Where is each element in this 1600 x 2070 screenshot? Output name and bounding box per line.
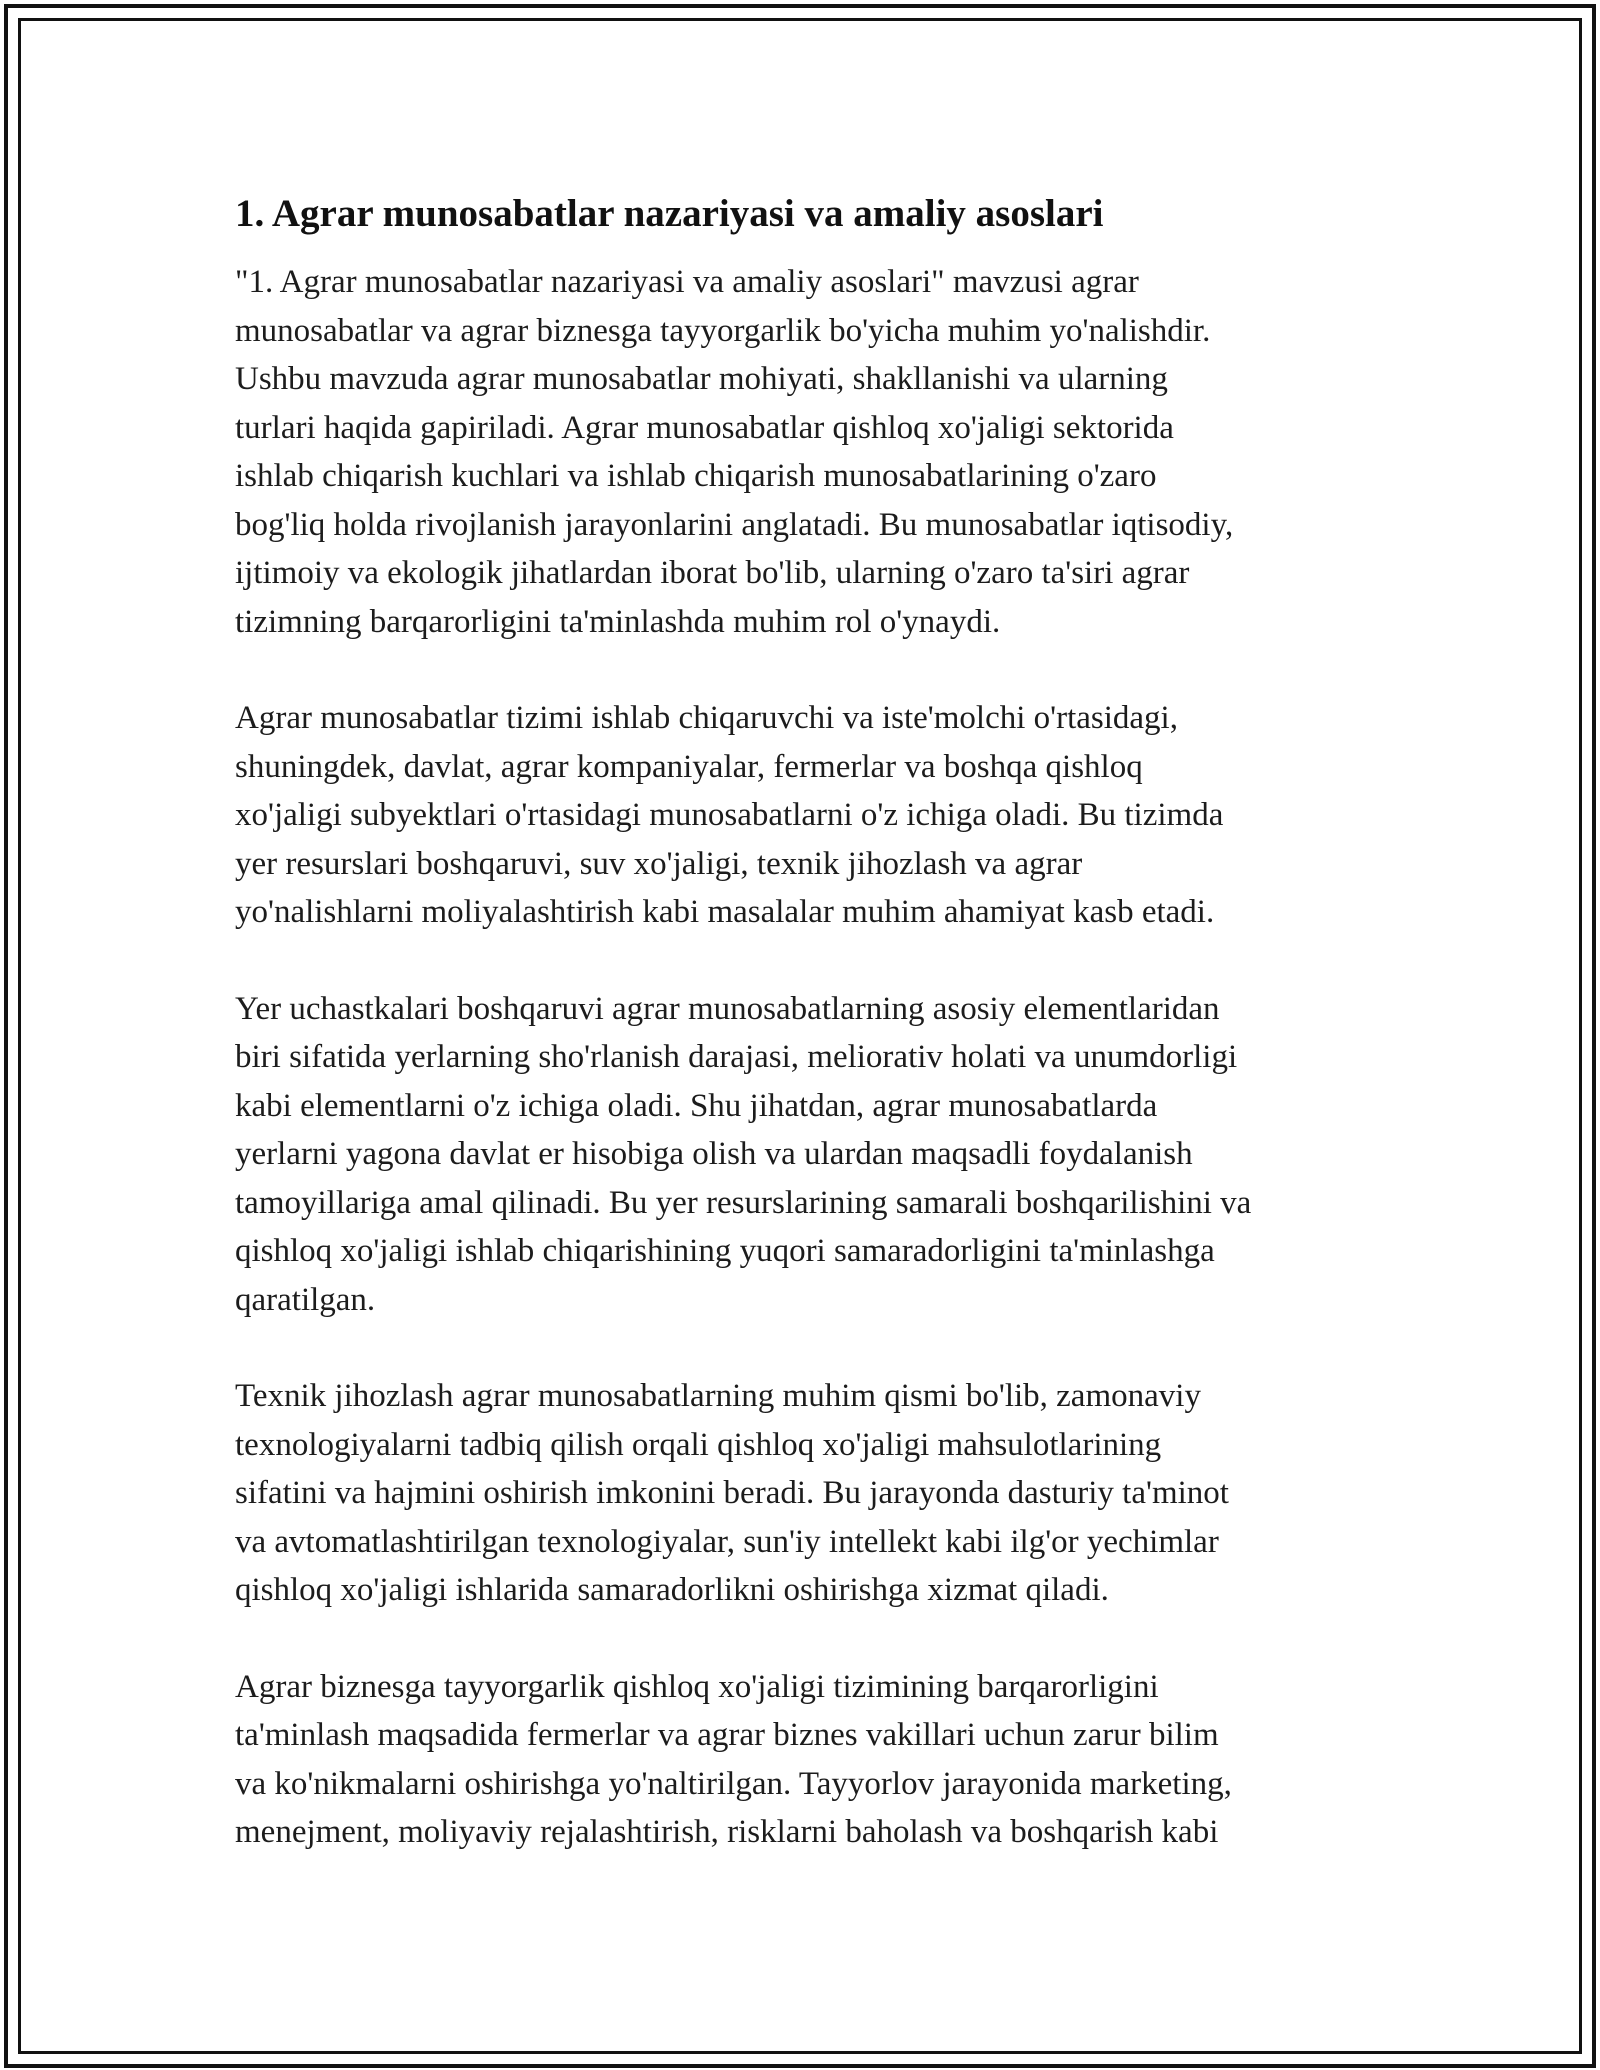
text-line: qaratilgan. — [235, 1281, 376, 1318]
paragraph-1 — [235, 258, 1375, 646]
text-line: ishlab chiqarish kuchlari va ishlab chiqarish munosabatlarining o'zaro — [235, 458, 1157, 494]
text-line: xo'jaligi subyektlari o'rtasidagi munosabatlarni o'z ichiga oladi. Bu tizimda — [235, 797, 1224, 833]
text-line: menejment, moliyaviy rejalashtirish, risklarni baholash va boshqarish kabi — [235, 1814, 1219, 1850]
text-line: Yer uchastkalari boshqaruvi agrar munosabatlarning asosiy elementlaridan — [235, 990, 1220, 1027]
text-line: turlari haqida gapiriladi. Agrar munosabatlar qishloq xo'jaligi sektorida — [235, 409, 1174, 446]
text-line: yo'nalishlarni moliyalashtirish kabi masalalar muhim ahamiyat kasb etadi. — [235, 894, 1215, 930]
text-line: Ushbu mavzuda agrar munosabatlar mohiyati, shakllanishi va ularning — [235, 361, 1168, 397]
text-line: yerlarni yagona davlat er hisobiga olish va ulardan maqsadli foydalanish — [235, 1136, 1193, 1172]
text-line: ta'minlash maqsadida fermerlar va agrar biznes vakillari uchun zarur bilim — [235, 1717, 1219, 1753]
text-line: "1. Agrar munosabatlar nazariyasi va amaliy asoslari" mavzusi agrar — [235, 264, 1139, 300]
text-line: qishloq xo'jaligi ishlab chiqarishining yuqori samaradorligini ta'minlashga — [235, 1233, 1215, 1269]
document-body — [235, 188, 1375, 1905]
text-line: texnologiyalarni tadbiq qilish orqali qishloq xo'jaligi mahsulotlarining — [235, 1426, 1162, 1463]
text-line: sifatini va hajmini oshirish imkonini beradi. Bu jarayonda dasturiy ta'minot — [235, 1475, 1229, 1511]
paragraph-3 — [235, 985, 1375, 1325]
text-line: va ko'nikmalarni oshirishga yo'naltirilgan. Tayyorlov jarayonida marketing, — [235, 1765, 1232, 1802]
text-line: tamoyillariga amal qilinadi. Bu yer resurslarining samarali boshqarilishini va — [235, 1184, 1252, 1221]
text-line: biri sifatida yerlarning sho'rlanish darajasi, meliorativ holati va unumdorligi — [235, 1039, 1238, 1075]
text-line: qishloq xo'jaligi ishlarida samaradorlikni oshirishga xizmat qiladi. — [235, 1572, 1109, 1608]
document-title: 1. Agrar munosabatlar nazariyasi va amaliy asoslari — [235, 192, 1104, 235]
text-line: ijtimoiy va ekologik jihatlardan iborat bo'lib, ularning o'zaro ta'siri agrar — [235, 555, 1190, 591]
paragraph-5 — [235, 1663, 1375, 1857]
paragraph-list — [235, 258, 1375, 1857]
paragraph-4 — [235, 1372, 1375, 1615]
text-line: va avtomatlashtirilgan texnologiyalar, sun'iy intellekt kabi ilg'or yechimlar — [235, 1523, 1219, 1560]
paragraph-2 — [235, 694, 1375, 937]
text-line: kabi elementlarni o'z ichiga oladi. Shu jihatdan, agrar munosabatlarda — [235, 1087, 1158, 1124]
text-line: yer resurslari boshqaruvi, suv xo'jaligi, texnik jihozlash va agrar — [235, 845, 1083, 882]
text-line: bog'liq holda rivojlanish jarayonlarini anglatadi. Bu munosabatlar iqtisodiy, — [235, 506, 1234, 543]
text-line: Texnik jihozlash agrar munosabatlarning muhim qismi bo'lib, zamonaviy — [235, 1378, 1201, 1414]
text-line: munosabatlar va agrar biznesga tayyorgarlik bo'yicha muhim yo'nalishdir. — [235, 312, 1211, 349]
text-line: shuningdek, davlat, agrar kompaniyalar, fermerlar va boshqa qishloq — [235, 748, 1143, 785]
text-line: tizimning barqarorligini ta'minlashda muhim rol o'ynaydi. — [235, 603, 1001, 640]
text-line: Agrar biznesga tayyorgarlik qishloq xo'jaligi tizimining barqarorligini — [235, 1668, 1159, 1705]
text-line: Agrar munosabatlar tizimi ishlab chiqaruvchi va iste'molchi o'rtasidagi, — [235, 700, 1178, 736]
